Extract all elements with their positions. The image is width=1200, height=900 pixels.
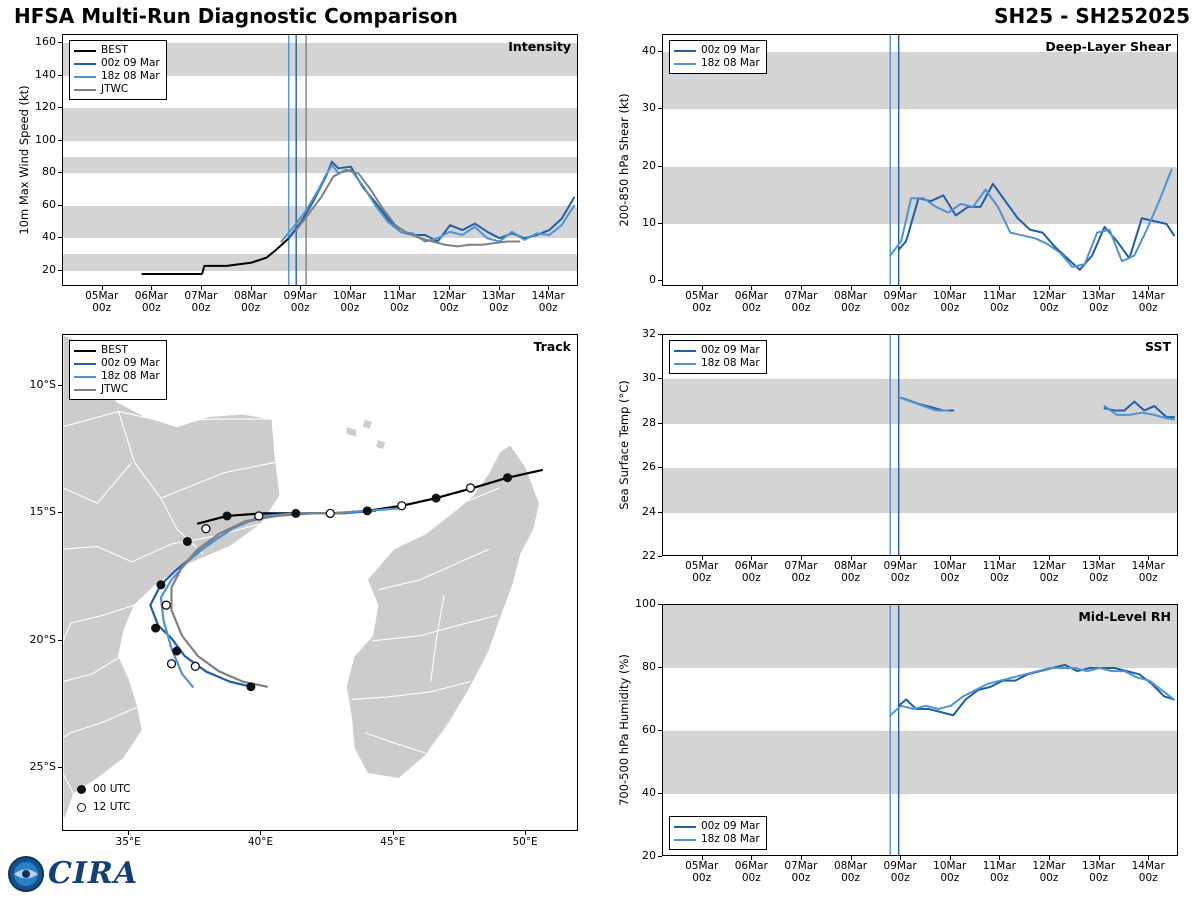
- page-title: HFSA Multi-Run Diagnostic Comparison: [14, 4, 458, 28]
- shear-legend: [669, 40, 767, 74]
- legend-label: 00z 09 Mar: [101, 357, 160, 369]
- legend-swatch: [674, 826, 696, 828]
- x-tick-mark: [751, 556, 752, 560]
- track-marker-00utc: [223, 512, 231, 520]
- y-tick-label: 120: [35, 100, 56, 114]
- y-tick-mark: [658, 51, 662, 52]
- x-tick-mark: [900, 556, 901, 560]
- y-tick-mark: [658, 667, 662, 668]
- data-series-line: [296, 170, 519, 246]
- y-tick-label: 26: [642, 460, 656, 474]
- y-tick-label: 40: [642, 44, 656, 58]
- legend-swatch: [74, 76, 96, 78]
- x-tick-label: 06Mar 00z: [734, 860, 768, 884]
- x-tick-label: 13Mar 00z: [1082, 860, 1116, 884]
- x-tick-mark: [251, 286, 252, 290]
- x-tick-mark: [102, 286, 103, 290]
- legend-label: JTWC: [101, 83, 129, 95]
- legend-item: [74, 383, 160, 396]
- africa-west-fill: [62, 335, 63, 831]
- y-tick-label: 140: [35, 67, 56, 81]
- y-tick-mark: [58, 512, 62, 513]
- x-tick-label: 09Mar 00z: [883, 860, 917, 884]
- legend-swatch: [674, 50, 696, 52]
- legend-label: JTWC: [101, 383, 129, 395]
- x-tick-mark: [1099, 286, 1100, 290]
- open-circle-icon: [77, 803, 86, 812]
- track-marker-00utc: [247, 683, 255, 691]
- y-tick-label: 100: [35, 132, 56, 146]
- legend-item: [74, 344, 160, 357]
- x-tick-mark: [801, 556, 802, 560]
- track-marker-12utc: [326, 509, 334, 517]
- x-tick-mark: [851, 856, 852, 860]
- x-tick-mark: [1148, 286, 1149, 290]
- legend-swatch: [74, 389, 96, 391]
- cira-logo: [8, 852, 138, 896]
- x-tick-mark: [801, 856, 802, 860]
- y-tick-label: 24: [642, 504, 656, 518]
- legend-swatch: [74, 89, 96, 91]
- legend-item: [674, 833, 760, 846]
- x-tick-label: 11Mar 00z: [982, 290, 1016, 314]
- y-tick-mark: [658, 556, 662, 557]
- sst-plot-area: [662, 334, 1178, 556]
- track-marker-00utc: [504, 474, 512, 482]
- y-tick-label: 25°S: [29, 760, 56, 774]
- y-tick-mark: [658, 223, 662, 224]
- x-tick-label: 05Mar 00z: [685, 560, 719, 584]
- legend-swatch: [674, 839, 696, 841]
- y-tick-label: 60: [642, 723, 656, 736]
- legend-label: 00z 09 Mar: [701, 44, 760, 56]
- y-tick-mark: [658, 334, 662, 335]
- panel-title: Track: [533, 339, 571, 354]
- y-tick-label: 20: [42, 262, 56, 276]
- data-series-line: [890, 170, 1171, 267]
- y-tick-mark: [658, 467, 662, 468]
- track-marker-00utc: [157, 581, 165, 589]
- x-tick-mark: [1148, 856, 1149, 860]
- y-tick-label: 20°S: [29, 632, 56, 646]
- x-tick-label: 14Mar 00z: [531, 290, 565, 314]
- rh-plot-area: [662, 604, 1178, 856]
- y-tick-label: 60: [42, 197, 56, 211]
- x-tick-label: 05Mar 00z: [85, 290, 119, 314]
- x-tick-label: 35°E: [115, 836, 141, 848]
- data-series-line: [281, 165, 574, 241]
- x-tick-label: 13Mar 00z: [1082, 290, 1116, 314]
- legend-item: [74, 44, 160, 57]
- y-tick-mark: [658, 423, 662, 424]
- y-axis-label: 10m Max Wind Speed (kt): [17, 85, 31, 235]
- legend-item: [674, 344, 760, 357]
- legend-label: BEST: [101, 344, 128, 356]
- track-marker-12utc: [255, 512, 263, 520]
- y-axis-label: Sea Surface Temp (°C): [617, 380, 631, 510]
- x-tick-mark: [128, 831, 129, 835]
- y-tick-label: 40: [642, 786, 656, 799]
- x-tick-mark: [525, 831, 526, 835]
- legend-item: [674, 357, 760, 370]
- legend-swatch: [74, 350, 96, 352]
- x-tick-mark: [702, 856, 703, 860]
- legend-label: 18z 08 Mar: [101, 70, 160, 82]
- legend-label: 00z 09 Mar: [701, 820, 760, 832]
- panel-title: SST: [1145, 339, 1171, 354]
- x-tick-mark: [702, 556, 703, 560]
- mayotte-island: [375, 439, 386, 449]
- x-tick-label: 08Mar 00z: [233, 290, 268, 314]
- legend-label: 18z 08 Mar: [701, 57, 760, 69]
- x-tick-label: 06Mar 00z: [134, 290, 168, 314]
- y-tick-label: 28: [642, 415, 656, 429]
- panel-sst: [600, 326, 1200, 596]
- x-tick-mark: [201, 286, 202, 290]
- track-marker-00utc: [432, 494, 440, 502]
- x-tick-label: 10Mar 00z: [933, 560, 967, 584]
- x-tick-mark: [1099, 556, 1100, 560]
- y-tick-label: 160: [35, 35, 56, 49]
- legend-item: [74, 70, 160, 83]
- sst-legend: [669, 340, 767, 374]
- y-tick-label: 30: [642, 101, 656, 115]
- y-tick-label: 20: [642, 158, 656, 172]
- track-marker-12utc: [191, 662, 199, 670]
- panel-title: Intensity: [508, 39, 571, 54]
- rh-legend: [669, 816, 767, 850]
- x-tick-mark: [999, 286, 1000, 290]
- x-tick-label: 13Mar 00z: [482, 290, 516, 314]
- data-series-line: [142, 222, 301, 274]
- x-tick-mark: [499, 286, 500, 290]
- x-tick-mark: [950, 556, 951, 560]
- x-tick-label: 09Mar 00z: [283, 290, 317, 314]
- track-marker-00utc: [292, 509, 300, 517]
- x-tick-label: 06Mar 00z: [734, 560, 768, 584]
- legend-swatch: [74, 63, 96, 65]
- panel-deep-layer-shear: [600, 26, 1200, 326]
- y-tick-label: 30: [642, 371, 656, 385]
- y-tick-label: 80: [42, 165, 56, 179]
- x-tick-label: 05Mar 00z: [685, 860, 719, 884]
- x-tick-label: 50°E: [512, 836, 538, 848]
- africa-landmass: [62, 335, 280, 831]
- y-tick-mark: [658, 108, 662, 109]
- legend-label: 00z 09 Mar: [701, 344, 760, 356]
- storm-id: SH25 - SH252025: [994, 4, 1190, 28]
- y-tick-mark: [58, 767, 62, 768]
- y-tick-label: 15°S: [29, 505, 56, 519]
- legend-swatch: [74, 50, 96, 52]
- intensity-legend: [69, 40, 167, 100]
- data-series-line: [1105, 402, 1174, 418]
- x-tick-label: 08Mar 00z: [833, 560, 868, 584]
- data-series-line: [1105, 406, 1174, 419]
- panel-mid-level-rh: [600, 596, 1200, 896]
- cira-logo-text: CIRA: [48, 856, 139, 891]
- y-tick-mark: [58, 172, 62, 173]
- x-tick-label: 05Mar 00z: [685, 290, 719, 314]
- x-tick-mark: [1148, 556, 1149, 560]
- y-axis-label: 200-850 hPa Shear (kt): [617, 93, 631, 227]
- data-series-line: [899, 397, 949, 410]
- legend-swatch: [674, 63, 696, 65]
- y-tick-label: 100: [635, 597, 656, 610]
- x-tick-mark: [801, 286, 802, 290]
- x-tick-mark: [851, 286, 852, 290]
- panel-track: [0, 326, 600, 871]
- y-tick-mark: [658, 604, 662, 605]
- x-tick-mark: [399, 286, 400, 290]
- x-tick-mark: [350, 286, 351, 290]
- x-tick-mark: [1049, 556, 1050, 560]
- panel-title: Mid-Level RH: [1078, 609, 1171, 624]
- x-tick-label: 10Mar 00z: [333, 290, 367, 314]
- x-tick-mark: [900, 856, 901, 860]
- x-tick-mark: [950, 286, 951, 290]
- legend-item: [674, 44, 760, 57]
- y-tick-label: 10: [642, 216, 656, 229]
- madagascar-landmass: [346, 445, 539, 779]
- track-marker-00utc: [152, 624, 160, 632]
- y-tick-mark: [58, 75, 62, 76]
- x-tick-label: 10Mar 00z: [933, 290, 967, 314]
- y-tick-mark: [658, 856, 662, 857]
- y-tick-mark: [58, 385, 62, 386]
- y-tick-mark: [58, 237, 62, 238]
- x-tick-label: 12Mar 00z: [1032, 560, 1066, 584]
- x-tick-label: 08Mar 00z: [833, 860, 868, 884]
- y-tick-mark: [58, 42, 62, 43]
- track-marker-12utc: [467, 484, 475, 492]
- x-tick-mark: [1049, 856, 1050, 860]
- y-tick-label: 80: [642, 660, 656, 673]
- legend-label: 18z 08 Mar: [701, 357, 760, 369]
- intensity-plot-area: [62, 34, 578, 286]
- y-tick-label: 32: [642, 327, 656, 340]
- y-axis-label: 700-500 hPa Humidity (%): [617, 654, 631, 806]
- track-marker-00utc: [183, 537, 191, 545]
- x-tick-label: 13Mar 00z: [1082, 560, 1116, 584]
- x-tick-label: 14Mar 00z: [1131, 290, 1165, 314]
- track-marker-00utc: [363, 507, 371, 515]
- x-tick-label: 07Mar 00z: [784, 290, 818, 314]
- legend-item: [74, 370, 160, 383]
- x-tick-label: 06Mar 00z: [734, 290, 768, 314]
- legend-item-00utc: [77, 780, 131, 798]
- data-series-line: [890, 668, 1174, 715]
- x-tick-label: 08Mar 00z: [833, 290, 868, 314]
- x-tick-mark: [999, 556, 1000, 560]
- shear-plot-area: [662, 34, 1178, 286]
- x-tick-label: 11Mar 00z: [382, 290, 416, 314]
- x-tick-label: 14Mar 00z: [1131, 860, 1165, 884]
- x-tick-label: 12Mar 00z: [1032, 860, 1066, 884]
- x-tick-label: 11Mar 00z: [982, 560, 1016, 584]
- legend-item: [674, 820, 760, 833]
- legend-item: [74, 57, 160, 70]
- x-tick-label: 10Mar 00z: [933, 860, 967, 884]
- panel-intensity: [0, 26, 600, 326]
- y-tick-label: 0: [649, 273, 656, 287]
- y-tick-label: 20: [642, 849, 656, 862]
- legend-swatch: [674, 363, 696, 365]
- y-tick-label: 40: [42, 230, 56, 244]
- panel-title: Deep-Layer Shear: [1045, 39, 1171, 54]
- y-tick-mark: [58, 640, 62, 641]
- x-tick-mark: [999, 856, 1000, 860]
- legend-item: [74, 83, 160, 96]
- y-tick-mark: [58, 270, 62, 271]
- x-tick-label: 11Mar 00z: [982, 860, 1016, 884]
- x-tick-label: 07Mar 00z: [784, 560, 818, 584]
- filled-circle-icon: [77, 785, 86, 794]
- data-series-line: [289, 162, 574, 242]
- y-tick-mark: [58, 205, 62, 206]
- x-tick-label: 12Mar 00z: [1032, 290, 1066, 314]
- y-tick-label: 10°S: [29, 377, 56, 391]
- x-tick-mark: [393, 831, 394, 835]
- y-tick-label: 22: [642, 549, 656, 562]
- comoros-island: [346, 427, 357, 437]
- track-marker-12utc: [162, 601, 170, 609]
- x-tick-mark: [851, 556, 852, 560]
- y-tick-mark: [658, 166, 662, 167]
- x-tick-mark: [900, 286, 901, 290]
- legend-item: [674, 57, 760, 70]
- legend-swatch: [674, 350, 696, 352]
- x-tick-mark: [950, 856, 951, 860]
- legend-item: [74, 357, 160, 370]
- y-tick-mark: [658, 512, 662, 513]
- y-tick-mark: [658, 280, 662, 281]
- x-tick-mark: [449, 286, 450, 290]
- x-tick-label: 09Mar 00z: [883, 290, 917, 314]
- y-tick-mark: [58, 140, 62, 141]
- legend-label: 18z 08 Mar: [101, 370, 160, 382]
- legend-item-12utc: [77, 798, 131, 816]
- legend-label: 18z 08 Mar: [701, 833, 760, 845]
- x-tick-mark: [751, 286, 752, 290]
- x-tick-mark: [1049, 286, 1050, 290]
- x-tick-label: 07Mar 00z: [784, 860, 818, 884]
- track-marker-12utc: [202, 525, 210, 533]
- x-tick-label: 14Mar 00z: [1131, 560, 1165, 584]
- legend-swatch: [74, 363, 96, 365]
- x-tick-label: 09Mar 00z: [883, 560, 917, 584]
- x-tick-mark: [151, 286, 152, 290]
- y-tick-mark: [58, 107, 62, 108]
- track-plot-area: [62, 334, 578, 831]
- legend-label: 00z 09 Mar: [101, 57, 160, 69]
- x-tick-mark: [548, 286, 549, 290]
- y-tick-mark: [658, 730, 662, 731]
- anjouan-island: [362, 419, 373, 429]
- legend-label: BEST: [101, 44, 128, 56]
- legend-label: 12 UTC: [93, 801, 131, 813]
- x-tick-label: 07Mar 00z: [184, 290, 218, 314]
- x-tick-mark: [702, 286, 703, 290]
- x-tick-label: 12Mar 00z: [432, 290, 466, 314]
- track-legend: [69, 340, 167, 400]
- x-tick-label: 45°E: [380, 836, 406, 848]
- track-marker-12utc: [398, 502, 406, 510]
- x-tick-mark: [260, 831, 261, 835]
- track-marker-00utc: [173, 647, 181, 655]
- x-tick-mark: [751, 856, 752, 860]
- y-tick-mark: [658, 378, 662, 379]
- legend-swatch: [74, 376, 96, 378]
- x-tick-mark: [300, 286, 301, 290]
- legend-label: 00 UTC: [93, 783, 131, 795]
- x-tick-label: 40°E: [247, 836, 274, 848]
- y-tick-mark: [658, 793, 662, 794]
- track-marker-legend: [77, 780, 131, 816]
- x-tick-mark: [1099, 856, 1100, 860]
- track-marker-12utc: [167, 660, 175, 668]
